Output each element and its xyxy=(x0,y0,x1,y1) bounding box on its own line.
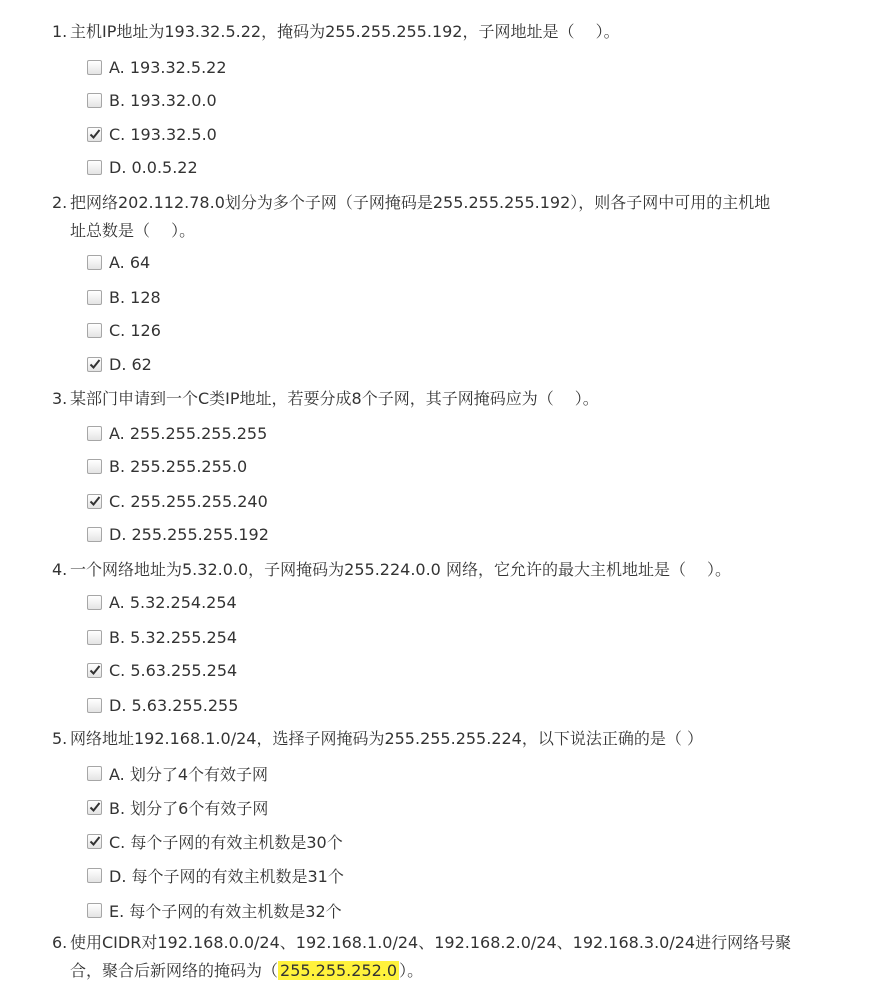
checkbox[interactable] xyxy=(87,357,102,372)
option-label: A. 193.32.5.22 xyxy=(109,57,227,77)
option-label: B. 255.255.255.0 xyxy=(109,456,248,476)
option-label: B. 划分了6个有效子网 xyxy=(109,798,269,818)
checkbox[interactable] xyxy=(87,698,102,713)
checkbox[interactable] xyxy=(87,630,102,645)
option-1d[interactable] xyxy=(87,155,198,179)
option-label: C. 每个子网的有效主机数是30个 xyxy=(109,832,343,852)
checkmark-icon xyxy=(89,801,101,813)
checkbox[interactable] xyxy=(87,595,102,610)
option-3b[interactable] xyxy=(87,454,247,478)
checkbox[interactable] xyxy=(87,903,102,918)
option-1c[interactable] xyxy=(87,122,217,146)
question-number: 2. xyxy=(52,193,68,212)
option-label: B. 193.32.0.0 xyxy=(109,90,217,110)
checkmark-icon xyxy=(89,664,101,676)
question-text: 主机IP地址为193.32.5.22，掩码为255.255.255.192，子网地址是（ ）。 xyxy=(70,22,620,41)
question-text-continued xyxy=(52,957,791,985)
option-label: A. 划分了4个有效子网 xyxy=(109,764,269,784)
question-text: 使用CIDR对192.168.0.0/24、192.168.1.0/24、192.168.2.0/24、192.168.3.0/24进行网络号聚 xyxy=(70,933,792,952)
checkbox[interactable] xyxy=(87,127,102,142)
checkbox[interactable] xyxy=(87,93,102,108)
question-1 xyxy=(52,18,620,46)
question-2 xyxy=(52,189,770,245)
option-1a[interactable] xyxy=(87,55,227,79)
option-3a[interactable] xyxy=(87,421,267,445)
checkbox[interactable] xyxy=(87,800,102,815)
question-text-continued: 址总数是（ ）。 xyxy=(70,221,196,240)
checkmark-icon xyxy=(89,128,101,140)
checkbox[interactable] xyxy=(87,426,102,441)
option-3d[interactable] xyxy=(87,522,269,546)
checkbox[interactable] xyxy=(87,663,102,678)
question-number: 5. xyxy=(52,729,68,748)
question-number: 6. xyxy=(52,933,68,952)
question-3 xyxy=(52,385,599,413)
option-5e[interactable] xyxy=(87,898,342,922)
option-label: A. 64 xyxy=(109,252,151,272)
option-label: D. 每个子网的有效主机数是31个 xyxy=(109,866,344,886)
question-text-after-answer: ）。 xyxy=(399,961,424,980)
option-5c[interactable] xyxy=(87,829,343,853)
option-5d[interactable] xyxy=(87,863,344,887)
option-label: D. 5.63.255.255 xyxy=(109,695,239,715)
option-label: A. 5.32.254.254 xyxy=(109,592,237,612)
option-3c[interactable] xyxy=(87,489,268,513)
highlighted-answer: 255.255.252.0 xyxy=(280,961,398,980)
option-label: C. 126 xyxy=(109,320,161,340)
checkbox[interactable] xyxy=(87,494,102,509)
option-5b[interactable] xyxy=(87,795,268,819)
question-text: 一个网络地址为5.32.0.0，子网掩码为255.224.0.0 网络，它允许的最大主机地址是（ ）。 xyxy=(70,560,732,579)
option-label: A. 255.255.255.255 xyxy=(109,423,268,443)
option-2d[interactable] xyxy=(87,352,152,376)
question-4 xyxy=(52,556,731,584)
option-4b[interactable] xyxy=(87,625,237,649)
question-number: 4. xyxy=(52,560,68,579)
checkbox[interactable] xyxy=(87,160,102,175)
option-4a[interactable] xyxy=(87,590,237,614)
checkmark-icon xyxy=(89,495,101,507)
option-label: C. 5.63.255.254 xyxy=(109,660,238,680)
option-label: D. 0.0.5.22 xyxy=(109,157,198,177)
question-number: 1. xyxy=(52,22,68,41)
option-label: E. 每个子网的有效主机数是32个 xyxy=(109,901,342,921)
option-2a[interactable] xyxy=(87,250,150,274)
checkbox[interactable] xyxy=(87,323,102,338)
checkbox[interactable] xyxy=(87,527,102,542)
question-number: 3. xyxy=(52,389,68,408)
option-label: D. 62 xyxy=(109,354,152,374)
option-1b[interactable] xyxy=(87,88,217,112)
option-2b[interactable] xyxy=(87,285,161,309)
question-text-before-answer: 合，聚合后新网络的掩码为（ xyxy=(70,961,279,980)
option-label: C. 193.32.5.0 xyxy=(109,124,217,144)
option-label: B. 5.32.255.254 xyxy=(109,627,238,647)
checkbox[interactable] xyxy=(87,459,102,474)
option-label: B. 128 xyxy=(109,287,161,307)
option-label: D. 255.255.255.192 xyxy=(109,524,269,544)
question-text: 某部门申请到一个C类IP地址，若要分成8个子网，其子网掩码应为（ ）。 xyxy=(70,389,599,408)
checkbox[interactable] xyxy=(87,766,102,781)
option-5a[interactable] xyxy=(87,761,268,785)
checkmark-icon xyxy=(89,835,101,847)
checkbox[interactable] xyxy=(87,834,102,849)
option-2c[interactable] xyxy=(87,318,161,342)
checkbox[interactable] xyxy=(87,868,102,883)
checkmark-icon xyxy=(89,358,101,370)
option-label: C. 255.255.255.240 xyxy=(109,491,268,511)
option-4d[interactable] xyxy=(87,693,238,717)
question-5 xyxy=(52,725,703,753)
question-text: 网络地址192.168.1.0/24，选择子网掩码为255.255.255.224，以下说法正确的是（ ） xyxy=(70,729,703,748)
question-text: 把网络202.112.78.0划分为多个子网（子网掩码是255.255.255.192），则各子网中可用的主机地 xyxy=(70,193,771,212)
checkbox[interactable] xyxy=(87,290,102,305)
checkbox[interactable] xyxy=(87,60,102,75)
checkbox[interactable] xyxy=(87,255,102,270)
question-6 xyxy=(52,929,791,985)
option-4c[interactable] xyxy=(87,658,237,682)
